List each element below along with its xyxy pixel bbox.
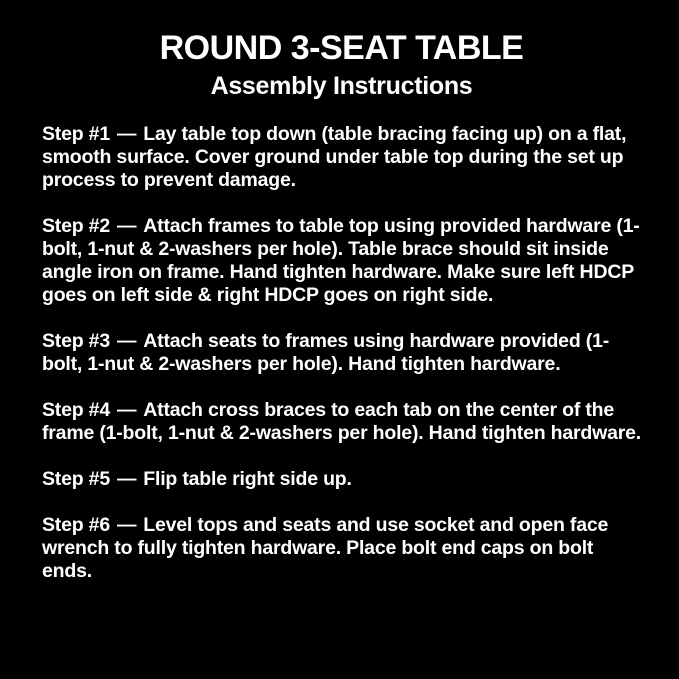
step-item-6 [42, 514, 641, 583]
step-item-4 [42, 399, 641, 445]
step-item-1 [42, 123, 641, 192]
step-label: Step #4 [42, 398, 110, 421]
step-item-3 [42, 330, 641, 376]
step-dash: — [116, 122, 137, 145]
page-title: ROUND 3-SEAT TABLE [159, 29, 524, 67]
step-item-5 [42, 468, 641, 491]
poster-header [42, 30, 641, 101]
step-item-2 [42, 215, 641, 307]
step-dash: — [116, 329, 137, 352]
steps-list [42, 123, 641, 583]
step-text: Attach frames to table top using provided hardware (1-bolt, 1-nut & 2-washers per hole). Table brace should sit inside angle iron on frame. Hand tighten hardware. Make sure left HDCP goes on left side & right HDCP goes on right side. [42, 214, 640, 306]
step-text: Lay table top down (table bracing facing up) on a flat, smooth surface. Cover ground under table top during the set up process to prevent damage. [42, 122, 627, 191]
step-dash: — [116, 398, 137, 421]
step-text: Level tops and seats and use socket and open face wrench to fully tighten hardware. Place bolt end caps on bolt ends. [42, 513, 609, 582]
step-dash: — [116, 467, 137, 490]
step-text: Attach seats to frames using hardware provided (1-bolt, 1-nut & 2-washers per hole). Hand tighten hardware. [42, 329, 609, 375]
step-text: Attach cross braces to each tab on the center of the frame (1-bolt, 1-nut & 2-washers per hole). Hand tighten hardware. [42, 398, 641, 444]
step-label: Step #1 [42, 122, 110, 145]
step-label: Step #5 [42, 467, 110, 490]
step-label: Step #2 [42, 214, 110, 237]
step-dash: — [116, 513, 137, 536]
step-text: Flip table right side up. [143, 467, 352, 490]
page-subtitle: Assembly Instructions [210, 72, 473, 101]
step-label: Step #3 [42, 329, 110, 352]
step-label: Step #6 [42, 513, 110, 536]
step-dash: — [116, 214, 137, 237]
